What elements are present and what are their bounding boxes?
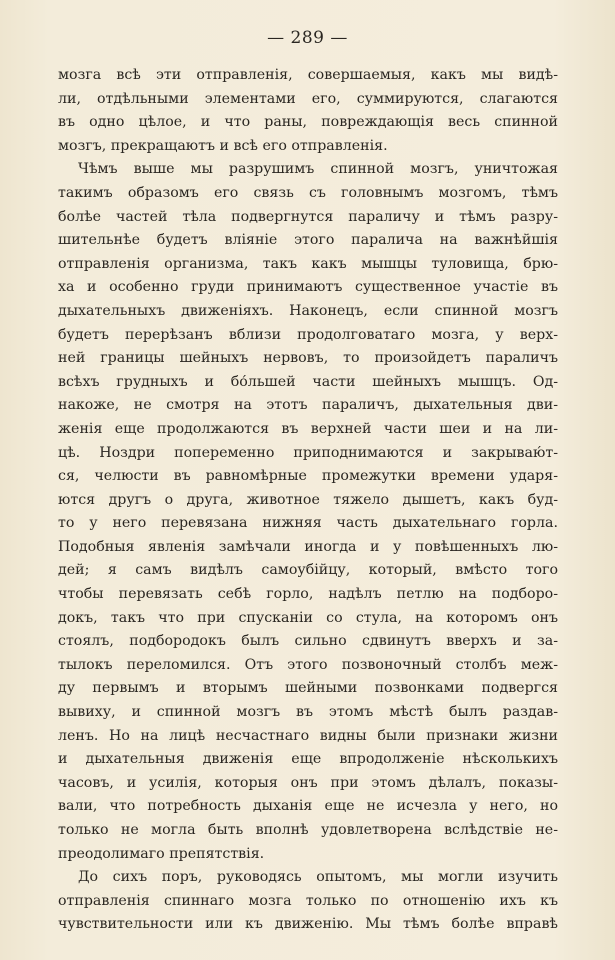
text-line: докъ, такъ что при спусканіи со стула, на которомъ онъ xyxy=(58,609,558,626)
text-line: ха и особенно груди принимаютъ существенное участіе въ xyxy=(58,279,558,296)
text-line: стоялъ, подбородокъ былъ сильно сдвинутъ вверхъ и за- xyxy=(58,633,558,650)
text-line: ются другъ о друга, животное тяжело дышетъ, какъ буд- xyxy=(58,491,558,508)
text-line: и дыхательныя движенія еще впродолженіе нѣсколькихъ xyxy=(58,751,558,768)
text-line: тылокъ переломился. Отъ этого позвоночный столбъ меж- xyxy=(58,656,558,673)
text-line: ду первымъ и вторымъ шейными позвонками подвергся xyxy=(58,680,558,697)
text-line: шительнѣе будетъ вліяніе этого паралича на важнѣйшія xyxy=(58,232,558,249)
paragraph-first-line: До сихъ поръ, руководясь опытомъ, мы могли изучить xyxy=(78,869,558,886)
text-line: отправленія спиннаго мозга только по отношенію ихъ къ xyxy=(58,892,558,909)
text-line: только не могла быть вполнѣ удовлетворена вслѣдствіе не- xyxy=(58,822,558,838)
text-line: ней границы шейныхъ нервовъ, то произойдетъ параличъ xyxy=(58,350,558,367)
text-line: всѣхъ грудныхъ и бо́льшей части шейныхъ мышцъ. Од- xyxy=(58,373,558,390)
text-line: Подобныя явленія замѣчали иногда и у повѣшенныхъ лю- xyxy=(58,538,558,555)
text-line: такимъ образомъ его связь съ головнымъ мозгомъ, тѣмъ xyxy=(58,184,558,201)
body-text xyxy=(58,64,558,937)
text-line: дей; я самъ видѣлъ самоубійцу, который, вмѣсто того xyxy=(58,562,558,579)
text-line: женія еще продолжаются въ верхней части шеи и на ли- xyxy=(58,420,558,437)
text-line: вали, что потребность дыханія еще не исчезла у него, но xyxy=(58,798,558,815)
text-line: цѣ. Ноздри попеременно приподнимаются и закрываю́т- xyxy=(58,444,558,461)
text-line: болѣе частей тѣла подвергнутся параличу и тѣмъ разру- xyxy=(58,208,558,225)
text-line: дыхательныхъ движеніяхъ. Наконецъ, если спинной мозгъ xyxy=(58,302,558,319)
text-line: вывиху, и спинной мозгъ въ этомъ мѣстѣ былъ раздав- xyxy=(58,704,558,721)
text-line: ли, отдѣльными элементами его, суммируются, слагаются xyxy=(58,90,558,107)
text-line: мозга всѣ эти отправленія, совершаемыя, какъ мы видѣ- xyxy=(58,67,558,83)
text-line: чувствительности или къ движенію. Мы тѣмъ болѣе вправѣ xyxy=(58,916,558,933)
text-line: ленъ. Но на лицѣ несчастнаго видны были признаки жизни xyxy=(58,727,558,744)
text-line: ся, челюсти въ равномѣрные промежутки времени ударя- xyxy=(58,468,558,485)
text-line: чтобы перевязать себѣ горло, надѣлъ петлю на подборо- xyxy=(58,586,558,603)
text-line: отправленія организма, такъ какъ мышцы туловища, брю- xyxy=(58,255,558,272)
text-line: въ одно цѣлое, и что раны, повреждающія весь спинной xyxy=(58,114,558,131)
paragraph-first-line: Чѣмъ выше мы разрушимъ спинной мозгъ, уничтожая xyxy=(78,161,558,178)
text-line: преодолимаго препятствія. xyxy=(58,845,265,862)
text-line: накоже, не смотря на этотъ параличъ, дыхательныя дви- xyxy=(58,397,558,414)
text-line: часовъ, и усилія, которыя онъ при этомъ дѣлалъ, показы- xyxy=(58,774,558,791)
page-number: — 289 — xyxy=(267,28,348,48)
text-line: мозгъ, прекращаютъ и всѣ его отправленія. xyxy=(58,137,388,154)
text-line: то у него перевязана нижняя часть дыхательнаго горла. xyxy=(58,515,558,532)
text-line: будетъ перерѣзанъ вблизи продолговатаго мозга, у верх- xyxy=(58,326,558,343)
